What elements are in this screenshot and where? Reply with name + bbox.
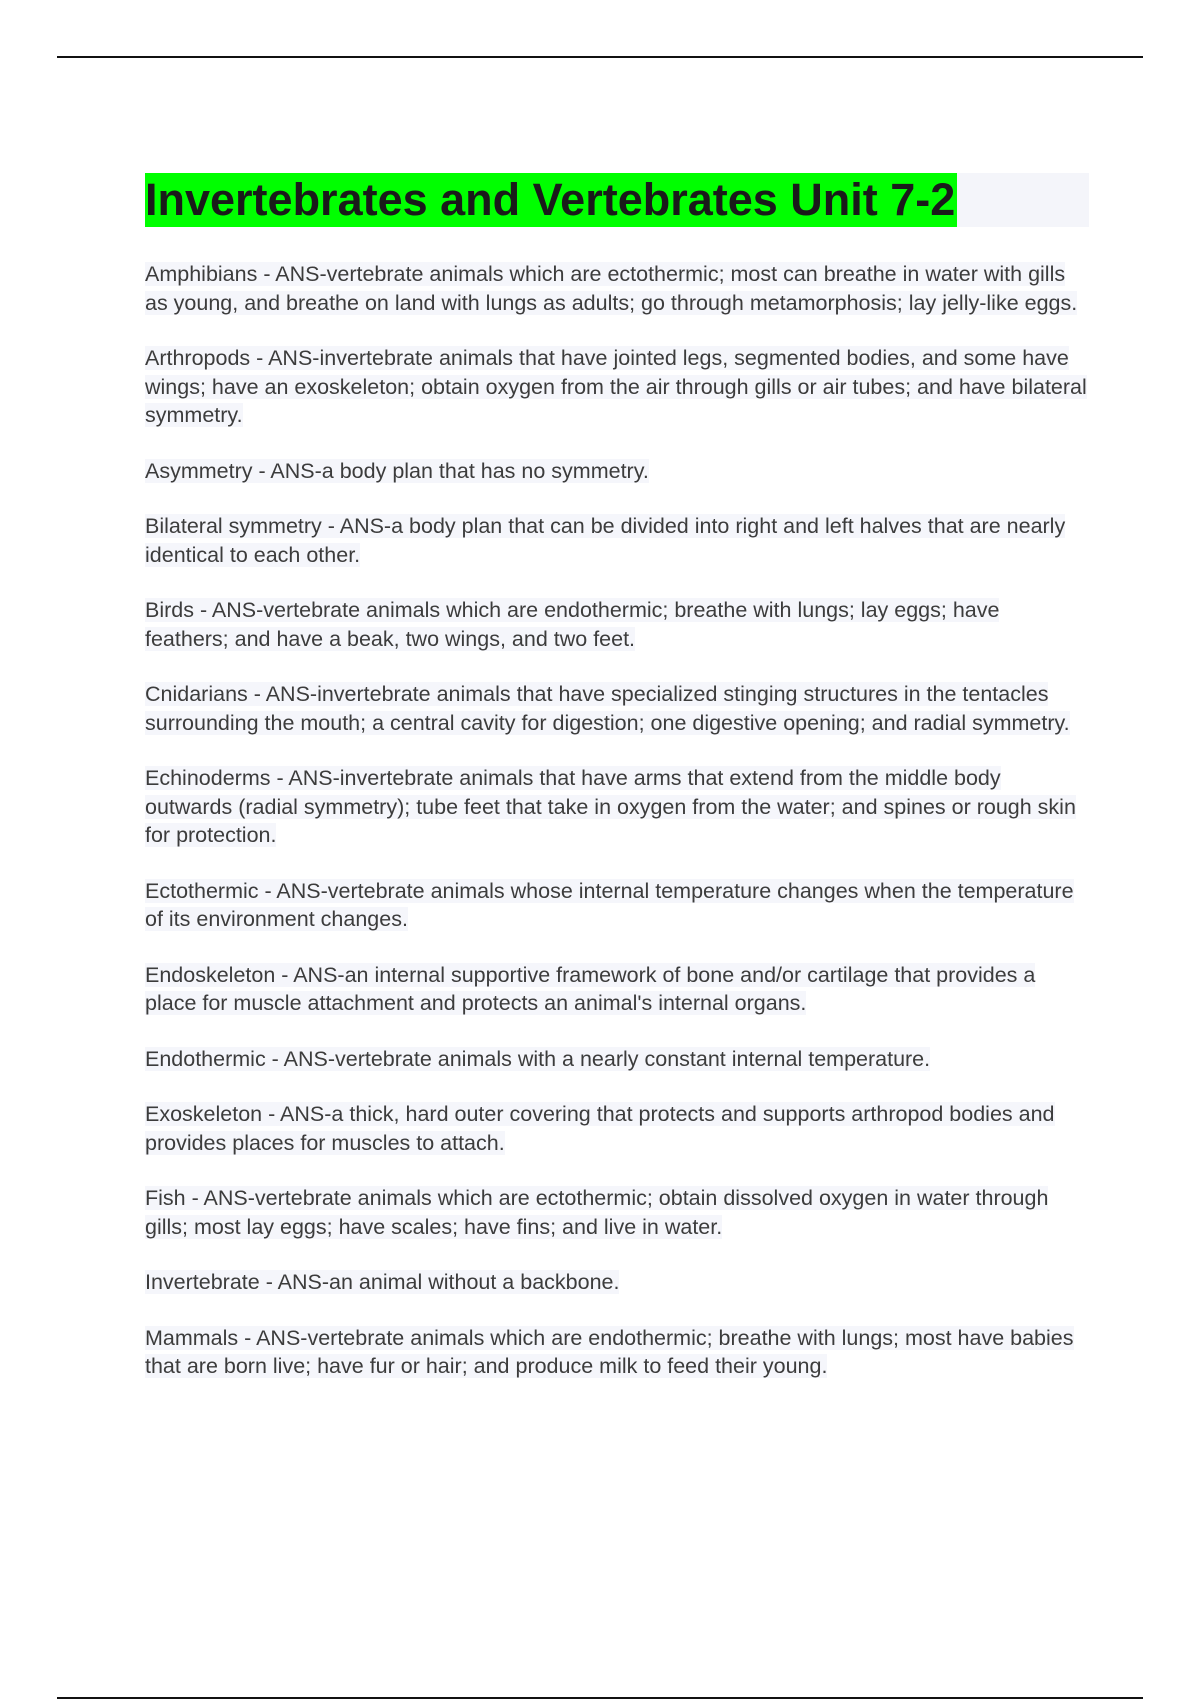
- entry-fish: Fish - ANS-vertebrate animals which are ectothermic; obtain dissolved oxygen in water through gills; most lay eggs; have scales; have fins; and live in water.: [145, 1186, 1049, 1239]
- entry-invertebrate: Invertebrate - ANS-an animal without a backbone.: [145, 1270, 620, 1294]
- entry-cnidarians: Cnidarians - ANS-invertebrate animals that have specialized stinging structures in the tentacles surrounding the mouth; a central cavity for digestion; one digestive opening; and radial symmetry.: [145, 682, 1070, 735]
- top-rule: [57, 56, 1143, 58]
- entry-birds: Birds - ANS-vertebrate animals which are endothermic; breathe with lungs; lay eggs; have feathers; and have a beak, two wings, and two feet.: [145, 598, 1000, 651]
- document-body: [145, 173, 1089, 1408]
- entry-asymmetry: Asymmetry - ANS-a body plan that has no symmetry.: [145, 458, 649, 483]
- entry-echinoderms: Echinoderms - ANS-invertebrate animals that have arms that extend from the middle body outwards (radial symmetry); tube feet that take in oxygen from the water; and spines or rough skin for protection.: [145, 766, 1076, 847]
- entry-ectothermic: Ectothermic - ANS-vertebrate animals whose internal temperature changes when the temperature of its environment changes.: [145, 878, 1074, 931]
- bottom-rule: [57, 1697, 1143, 1699]
- entry-endoskeleton: Endoskeleton - ANS-an internal supportive framework of bone and/or cartilage that provides a place for muscle attachment and protects an animal's internal organs.: [145, 962, 1036, 1015]
- title-block: [145, 173, 1089, 227]
- entry-bilateral-symmetry: Bilateral symmetry - ANS-a body plan that can be divided into right and left halves that are nearly identical to each other.: [145, 514, 1066, 567]
- page-title: Invertebrates and Vertebrates Unit 7-2: [145, 174, 956, 225]
- entry-amphibians: Amphibians - ANS-vertebrate animals which are ectothermic; most can breathe in water with gills as young, and breathe on land with lungs as adults; go through metamorphosis; lay jelly-like eggs.: [145, 262, 1078, 315]
- entry-exoskeleton: Exoskeleton - ANS-a thick, hard outer covering that protects and supports arthropod bodies and provides places for muscles to attach.: [145, 1102, 1055, 1155]
- entry-mammals: Mammals - ANS-vertebrate animals which are endothermic; breathe with lungs; most have babies that are born live; have fur or hair; and produce milk to feed their young.: [145, 1325, 1074, 1378]
- entry-arthropods: Arthropods - ANS-invertebrate animals that have jointed legs, segmented bodies, and some have wings; have an exoskeleton; obtain oxygen from the air through gills or air tubes; and have bilateral symmetry.: [145, 346, 1087, 427]
- entry-endothermic: Endothermic - ANS-vertebrate animals with a nearly constant internal temperature.: [145, 1046, 931, 1071]
